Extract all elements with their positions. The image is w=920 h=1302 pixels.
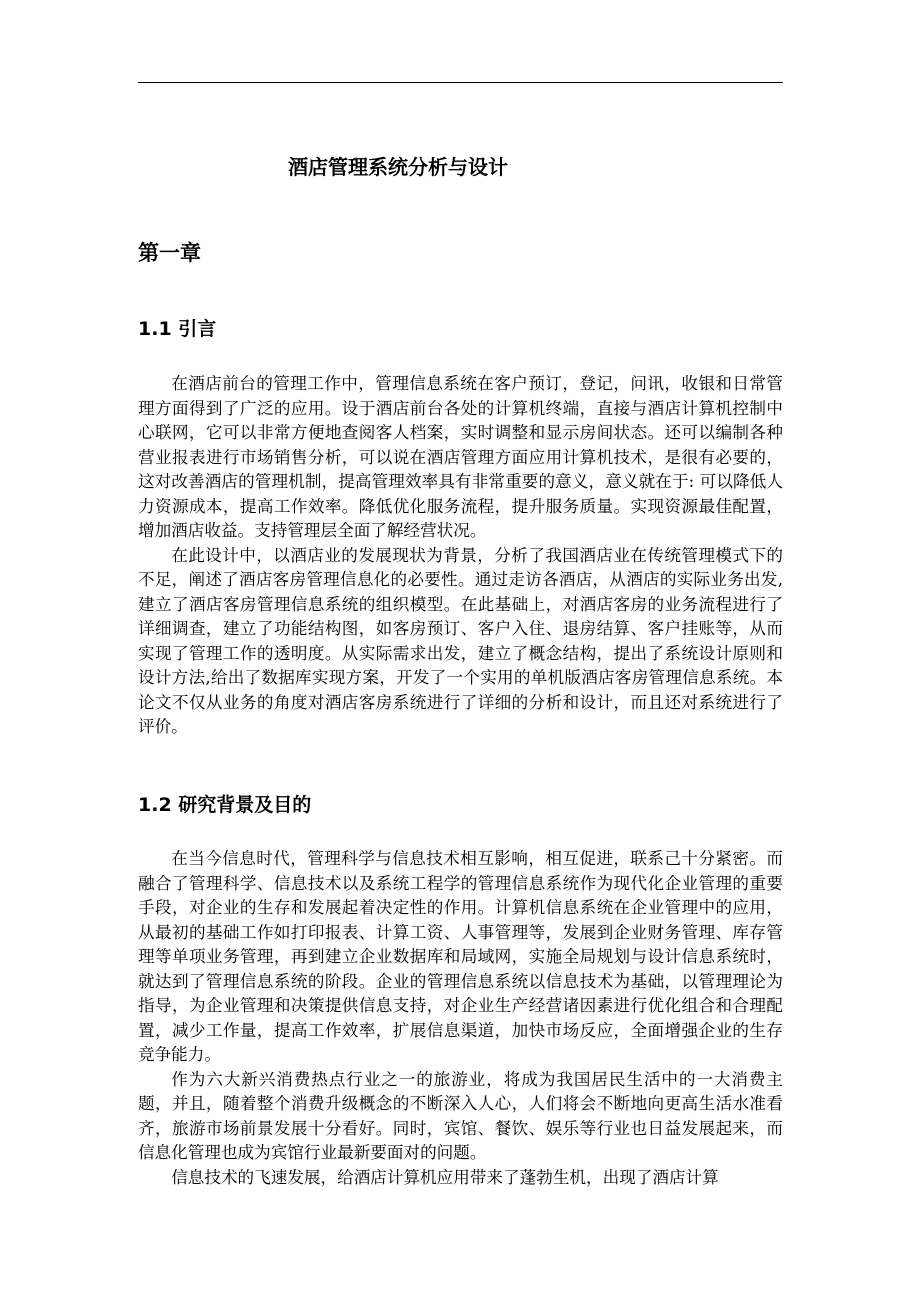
section-body-background xyxy=(138,847,783,1190)
section-heading-intro: 1.1 引言 xyxy=(138,318,217,340)
paragraph: 信息技术的飞速发展，给酒店计算机应用带来了蓬勃生机，出现了酒店计算 xyxy=(171,1167,719,1187)
document-title: 酒店管理系统分析与设计 xyxy=(288,155,508,179)
paragraph: 在当今信息时代，管理科学与信息技术相互影响，相互促进，联系己十分紧密。而融合了管理科学、信息技术以及系统工程学的管理信息系统作为现代化企业管理的重要手段，对企业的生存和发展起着决定性的作用。计算机信息系统在企业管理中的应用，从最初的基础工作如打印报表、计算工资、人事管理等，发展到企业财务管理、库存管理等单项业务管理，再到建立企业数据库和局域网，实施全局规划与设计信息系统时，就达到了管理信息系统的阶段。企业的管理信息系统以信息技术为基础，以管理理论为指导，为企业管理和决策提供信息支持，对企业生产经营诸因素进行优化组合和合理配置，减少工作量，提高工作效率，扩展信息渠道，加快市场反应，全面增强企业的生存竞争能力。 xyxy=(138,849,783,1064)
section-heading-background: 1.2 研究背景及目的 xyxy=(138,794,312,816)
chapter-heading: 第一章 xyxy=(138,241,201,265)
section-body-intro xyxy=(138,372,783,740)
paragraph: 在酒店前台的管理工作中，管理信息系统在客户预订，登记，问讯，收银和日常管理方面得到了广泛的应用。设于酒店前台各处的计算机终端，直接与酒店计算机控制中心联网，它可以非常方便地查阅客人档案，实时调整和显示房间状态。还可以编制各种营业报表进行市场销售分析，可以说在酒店管理方面应用计算机技术，是很有必要的，这对改善酒店的管理机制，提高管理效率具有非常重要的意义，意义就在于: 可以降低人力资源成本，提高工作效率。降低优化服务流程，提升服务质量。实现资源最佳配置，增加酒店收益。支持管理层全面了解经营状况。 xyxy=(138,374,783,540)
paragraph: 在此设计中，以酒店业的发展现状为背景，分析了我国酒店业在传统管理模式下的不足，阐述了酒店客房管理信息化的必要性。通过走访各酒店，从酒店的实际业务出发,建立了酒店客房管理信息系统的组织模型。在此基础上，对酒店客房的业务流程进行了详细调查，建立了功能结构图，如客房预订、客户入住、退房结算、客户挂账等，从而实现了管理工作的透明度。从实际需求出发，建立了概念结构，提出了系统设计原则和设计方法,给出了数据库实现方案，开发了一个实用的单机版酒店客房管理信息系统。本论文不仅从业务的角度对酒店客房系统进行了详细的分析和设计，而且还对系统进行了评价。 xyxy=(138,545,783,736)
paragraph: 作为六大新兴消费热点行业之一的旅游业，将成为我国居民生活中的一大消费主题，并且，随着整个消费升级概念的不断深入人心，人们将会不断地向更高生活水准看齐，旅游市场前景发展十分看好。同时，宾馆、餐饮、娱乐等行业也日益发展起来，而信息化管理也成为宾馆行业最新要面对的问题。 xyxy=(138,1069,783,1162)
header-rule xyxy=(138,82,783,83)
